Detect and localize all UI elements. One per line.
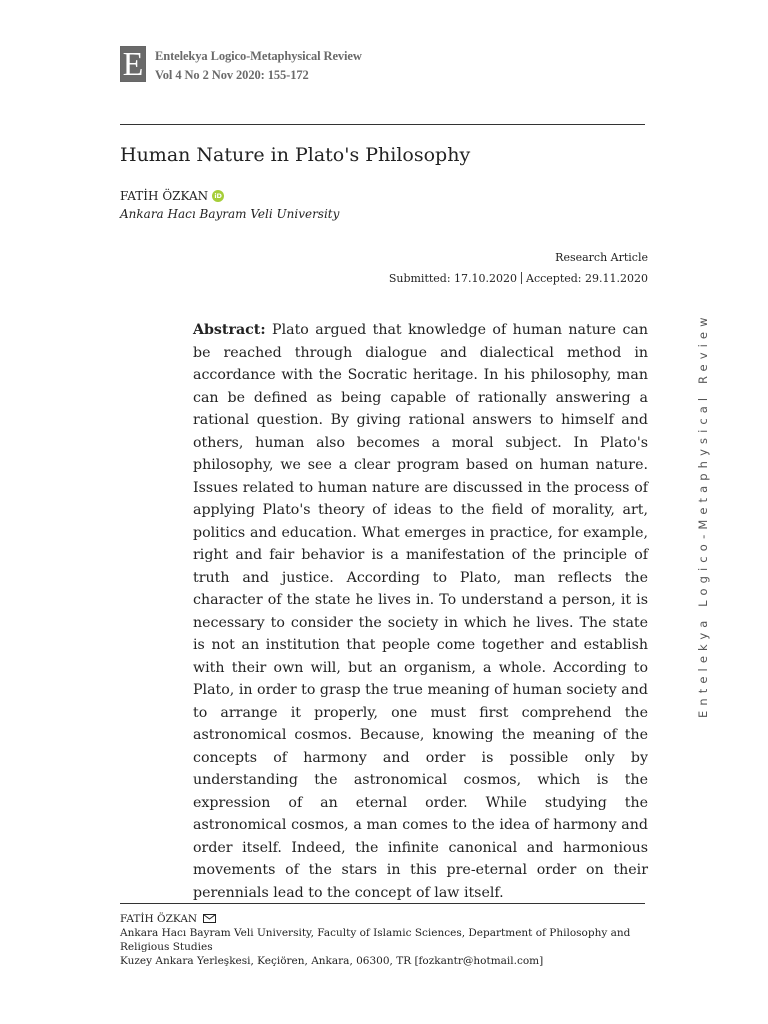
footnote-affiliation: Ankara Hacı Bayram Veli University, Faculty of Islamic Sciences, Department of Philosophy and Religious Studies xyxy=(120,927,631,953)
article-type: Research Article xyxy=(555,251,648,264)
accepted-date: Accepted: 29.11.2020 xyxy=(526,272,648,285)
journal-header xyxy=(155,47,362,85)
author-name: FATİH ÖZKAN xyxy=(120,189,209,203)
abstract xyxy=(193,319,648,901)
journal-name: Entelekya Logico-Metaphysical Review xyxy=(155,49,362,63)
article-title: Human Nature in Plato's Philosophy xyxy=(120,144,471,166)
abstract-text: Plato argued that knowledge of human nature can be reached through dialogue and dialectical method in accordance with the Socratic heritage. In his philosophy, man can be defined as being capable of rationally answering a rational question. By giving rational answers to himself and others, human also becomes a moral subject. In Plato's philosophy, we see a clear program based on human nature. Issues related to human nature are discussed in the process of applying Plato's theory of ideas to the field of morality, art, politics and education. What emerges in practice, for example, right and fair behavior is a manifestation of the principle of truth and justice. According to Plato, man reflects the character of the state he lives in. To understand a person, it is necessary to consider the society in which he lives. The state is not an institution that people come together and establish with their own will, but an organism, a whole. According to Plato, in order to grasp the true meaning of human society and to arrange it properly, one must first comprehend the astronomical cosmos. Because, knowing the meaning of the concepts of harmony and order is possible only by understanding the astronomical cosmos, which is the expression of an eternal order. While studying the astronomical cosmos, a man comes to the idea of harmony and order itself. Indeed, the infinite canonical and harmonious movements of the stars in this pre-eternal order on their perennials lead to the concept of law itself. xyxy=(193,322,648,901)
journal-logo-letter: E xyxy=(122,46,144,83)
article-dates xyxy=(389,272,648,285)
footnote-address: Kuzey Ankara Yerleşkesi, Keçiören, Ankara, 06300, TR [fozkantr@hotmail.com] xyxy=(120,955,544,967)
orcid-icon[interactable]: iD xyxy=(212,190,224,202)
submitted-date: Submitted: 17.10.2020 xyxy=(388,272,518,285)
footnote-author-name: FATİH ÖZKAN xyxy=(120,913,198,925)
footnote-divider xyxy=(120,903,645,904)
footnote xyxy=(120,912,650,968)
author-affiliation: Ankara Hacı Bayram Veli University xyxy=(120,207,340,221)
footnote-author-line xyxy=(120,912,650,926)
mail-icon[interactable] xyxy=(203,914,216,923)
author-line xyxy=(120,189,224,203)
journal-issue: Vol 4 No 2 Nov 2020: 155-172 xyxy=(155,68,309,82)
journal-logo-icon xyxy=(120,46,146,82)
header-divider xyxy=(120,124,645,125)
abstract-label: Abstract: xyxy=(193,322,266,338)
date-separator xyxy=(521,272,522,284)
side-journal-name: Entelekya Logico-Metaphysical Review xyxy=(696,312,710,718)
